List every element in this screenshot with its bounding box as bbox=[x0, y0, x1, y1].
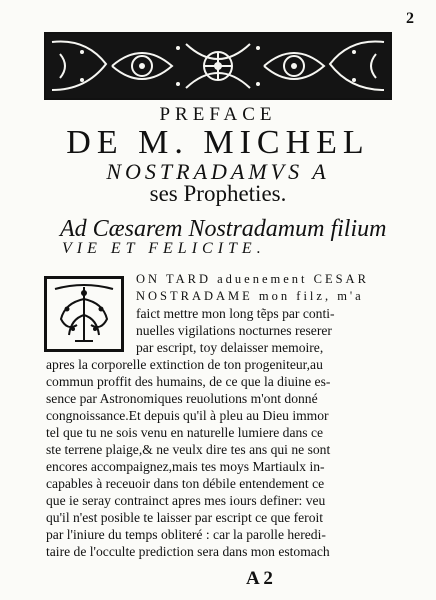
author-surname-heading: NOSTRADAMVS A bbox=[106, 159, 330, 184]
ornamental-headpiece bbox=[44, 32, 392, 100]
body-line: faict mettre mon long tẽps par conti- bbox=[136, 306, 335, 321]
body-line: taire de l'occulte prediction sera dans mon estomach bbox=[46, 544, 330, 559]
body-line: ste terrene plaige,& ne veulx dire tes ans qui ne sont bbox=[46, 442, 331, 457]
body-line: que ie seray contrainct apres mes iours definer: veu bbox=[46, 493, 326, 508]
signature-mark: A 2 bbox=[246, 568, 273, 589]
preface-heading: PREFACE bbox=[159, 104, 277, 125]
body-line: capables à receuoir dans ton débile entendement ce bbox=[46, 476, 325, 491]
body-line: sence par Astronomiques reuolutions m'ont donné bbox=[46, 391, 318, 406]
body-line: nuelles vigilations nocturnes reserer bbox=[136, 323, 332, 338]
addressee-line: Ad Cæsarem Nostradamum filium bbox=[60, 216, 387, 242]
body-line-caps-2: NOSTRADAME mon filz, m'a bbox=[136, 289, 364, 303]
decorated-initial bbox=[44, 276, 124, 352]
subject-heading: ses Propheties. bbox=[149, 181, 287, 206]
salutation-line: VIE ET FELICITE. bbox=[62, 240, 266, 257]
author-heading: DE M. MICHEL bbox=[66, 124, 370, 161]
body-line: par l'iniure du temps obliteré : car la parolle heredi- bbox=[46, 527, 326, 542]
body-line-caps-1: ON TARD aduenement CESAR bbox=[136, 272, 369, 286]
body-line: commun proffit des humains, de ce que la diuine es- bbox=[46, 374, 331, 389]
body-line: encores accompaignez,mais tes moys Martiaulx in- bbox=[46, 459, 325, 474]
body-line: apres la corporelle extinction de ton progeniteur,au bbox=[46, 357, 323, 372]
body-line: par escript, toy delaisser memoire, bbox=[136, 340, 324, 355]
page-number: 2 bbox=[406, 10, 414, 27]
body-line: qu'il n'est posible te laisser par escript ce que feroit bbox=[46, 510, 324, 525]
body-line: congnoissance.Et depuis qu'il à pleu au Dieu immor bbox=[46, 408, 329, 423]
body-line: tel que tu ne sois venu en naturelle lumiere dans ce bbox=[46, 425, 324, 440]
